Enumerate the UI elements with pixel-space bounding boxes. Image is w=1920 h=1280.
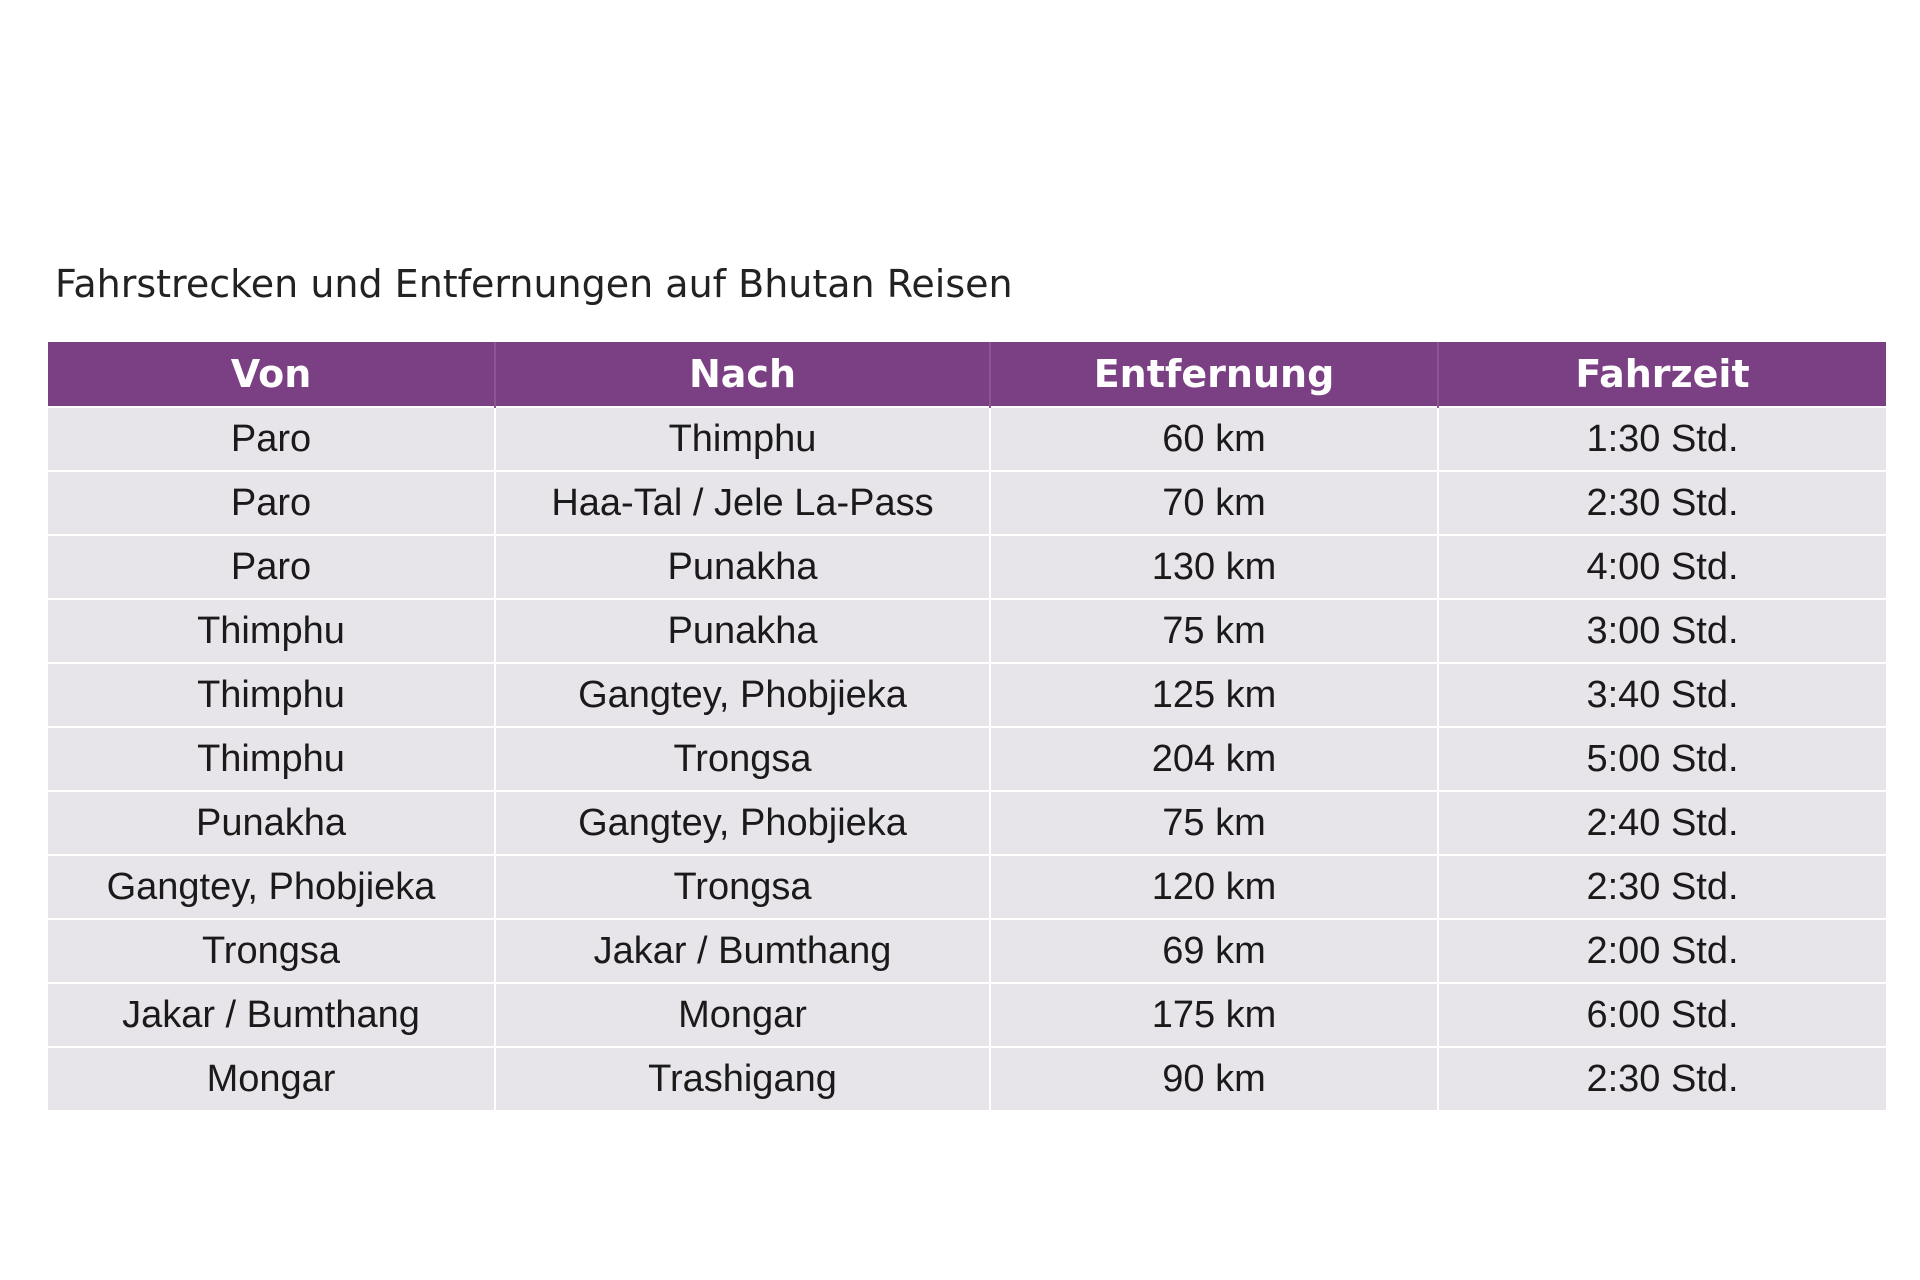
cell-entfernung: 90 km xyxy=(990,1047,1438,1110)
cell-entfernung: 130 km xyxy=(990,535,1438,599)
header-entfernung: Entfernung xyxy=(990,342,1438,407)
cell-nach: Trashigang xyxy=(495,1047,990,1110)
cell-nach: Punakha xyxy=(495,599,990,663)
table-row xyxy=(48,471,1886,535)
cell-von: Jakar / Bumthang xyxy=(48,983,495,1047)
cell-nach: Gangtey, Phobjieka xyxy=(495,663,990,727)
cell-fahrzeit: 4:00 Std. xyxy=(1438,535,1886,599)
cell-von: Paro xyxy=(48,407,495,471)
cell-fahrzeit: 6:00 Std. xyxy=(1438,983,1886,1047)
cell-entfernung: 204 km xyxy=(990,727,1438,791)
header-fahrzeit: Fahrzeit xyxy=(1438,342,1886,407)
header-nach: Nach xyxy=(495,342,990,407)
cell-entfernung: 69 km xyxy=(990,919,1438,983)
table-row xyxy=(48,407,1886,471)
cell-von: Thimphu xyxy=(48,727,495,791)
header-von: Von xyxy=(48,342,495,407)
cell-entfernung: 125 km xyxy=(990,663,1438,727)
table-caption: Fahrstrecken und Entfernungen auf Bhutan Reisen xyxy=(55,262,1013,306)
table-row xyxy=(48,535,1886,599)
cell-von: Punakha xyxy=(48,791,495,855)
cell-von: Paro xyxy=(48,535,495,599)
table-row xyxy=(48,983,1886,1047)
table-row xyxy=(48,1047,1886,1110)
cell-fahrzeit: 2:00 Std. xyxy=(1438,919,1886,983)
cell-von: Thimphu xyxy=(48,599,495,663)
cell-nach: Mongar xyxy=(495,983,990,1047)
cell-entfernung: 175 km xyxy=(990,983,1438,1047)
cell-nach: Trongsa xyxy=(495,855,990,919)
table-row xyxy=(48,663,1886,727)
cell-nach: Thimphu xyxy=(495,407,990,471)
cell-fahrzeit: 3:40 Std. xyxy=(1438,663,1886,727)
cell-fahrzeit: 3:00 Std. xyxy=(1438,599,1886,663)
cell-fahrzeit: 2:40 Std. xyxy=(1438,791,1886,855)
table-row xyxy=(48,919,1886,983)
cell-nach: Gangtey, Phobjieka xyxy=(495,791,990,855)
table-row xyxy=(48,791,1886,855)
cell-fahrzeit: 5:00 Std. xyxy=(1438,727,1886,791)
cell-nach: Punakha xyxy=(495,535,990,599)
cell-fahrzeit: 2:30 Std. xyxy=(1438,471,1886,535)
cell-entfernung: 120 km xyxy=(990,855,1438,919)
cell-von: Paro xyxy=(48,471,495,535)
table-header-row xyxy=(48,342,1886,407)
cell-von: Mongar xyxy=(48,1047,495,1110)
cell-entfernung: 60 km xyxy=(990,407,1438,471)
cell-nach: Jakar / Bumthang xyxy=(495,919,990,983)
cell-fahrzeit: 2:30 Std. xyxy=(1438,855,1886,919)
cell-fahrzeit: 1:30 Std. xyxy=(1438,407,1886,471)
cell-entfernung: 70 km xyxy=(990,471,1438,535)
table-row xyxy=(48,855,1886,919)
cell-von: Gangtey, Phobjieka xyxy=(48,855,495,919)
cell-von: Thimphu xyxy=(48,663,495,727)
cell-nach: Trongsa xyxy=(495,727,990,791)
cell-nach: Haa-Tal / Jele La-Pass xyxy=(495,471,990,535)
cell-fahrzeit: 2:30 Std. xyxy=(1438,1047,1886,1110)
table-row xyxy=(48,727,1886,791)
cell-entfernung: 75 km xyxy=(990,791,1438,855)
cell-entfernung: 75 km xyxy=(990,599,1438,663)
routes-table xyxy=(48,342,1886,1110)
table-row xyxy=(48,599,1886,663)
cell-von: Trongsa xyxy=(48,919,495,983)
